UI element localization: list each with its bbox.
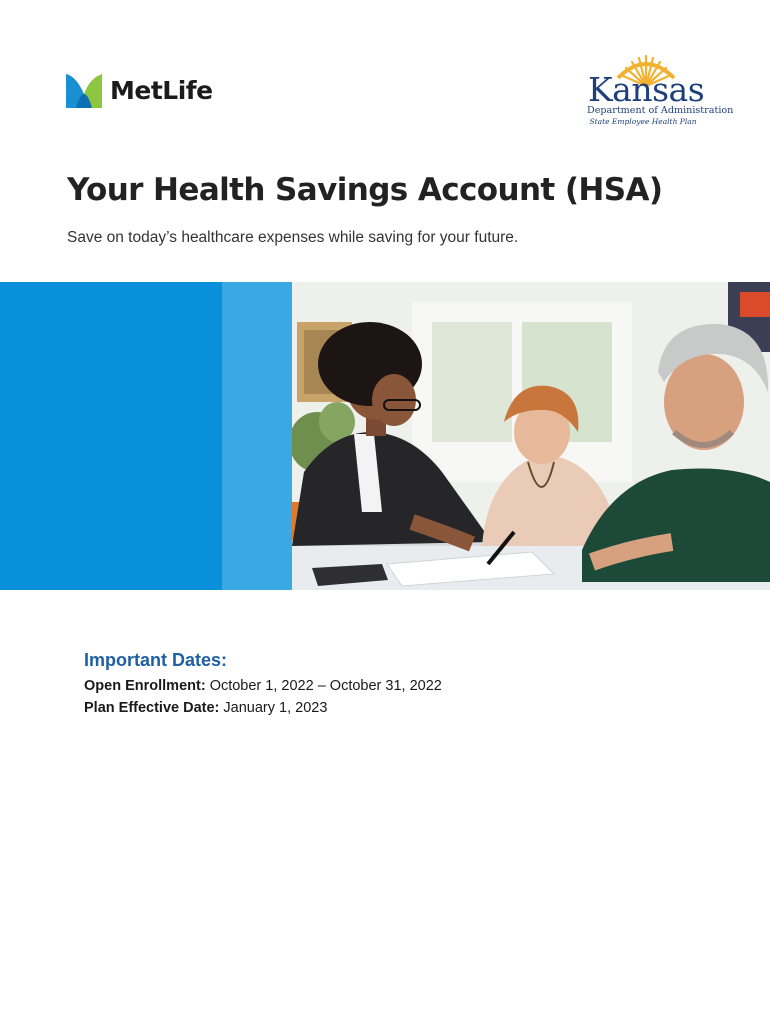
metlife-logo-icon [66, 72, 102, 108]
open-enrollment-label: Open Enrollment: [84, 678, 206, 694]
hero-photo-illustration [292, 282, 770, 590]
kansas-logo [582, 54, 734, 126]
kansas-department: Department of Administration [587, 105, 734, 116]
page-subtitle: Save on today’s healthcare expenses while saving for your future. [67, 229, 519, 246]
open-enrollment-value: October 1, 2022 – October 31, 2022 [209, 678, 442, 694]
open-enrollment-row [84, 678, 442, 694]
light-blue-color-block [222, 282, 292, 590]
important-dates-heading: Important Dates: [84, 650, 228, 670]
metlife-logo [66, 72, 213, 108]
metlife-wordmark: MetLife [110, 75, 213, 105]
hero-photo [292, 282, 770, 590]
blue-color-block [0, 282, 222, 590]
plan-effective-row [84, 700, 327, 716]
plan-effective-label: Plan Effective Date: [84, 700, 220, 716]
page-title: Your Health Savings Account (HSA) [67, 172, 663, 208]
kansas-plan-subtitle: State Employee Health Plan [589, 117, 697, 126]
hero-banner [0, 282, 770, 590]
plan-effective-value: January 1, 2023 [223, 700, 328, 716]
kansas-wordmark: Kansas [588, 70, 705, 109]
